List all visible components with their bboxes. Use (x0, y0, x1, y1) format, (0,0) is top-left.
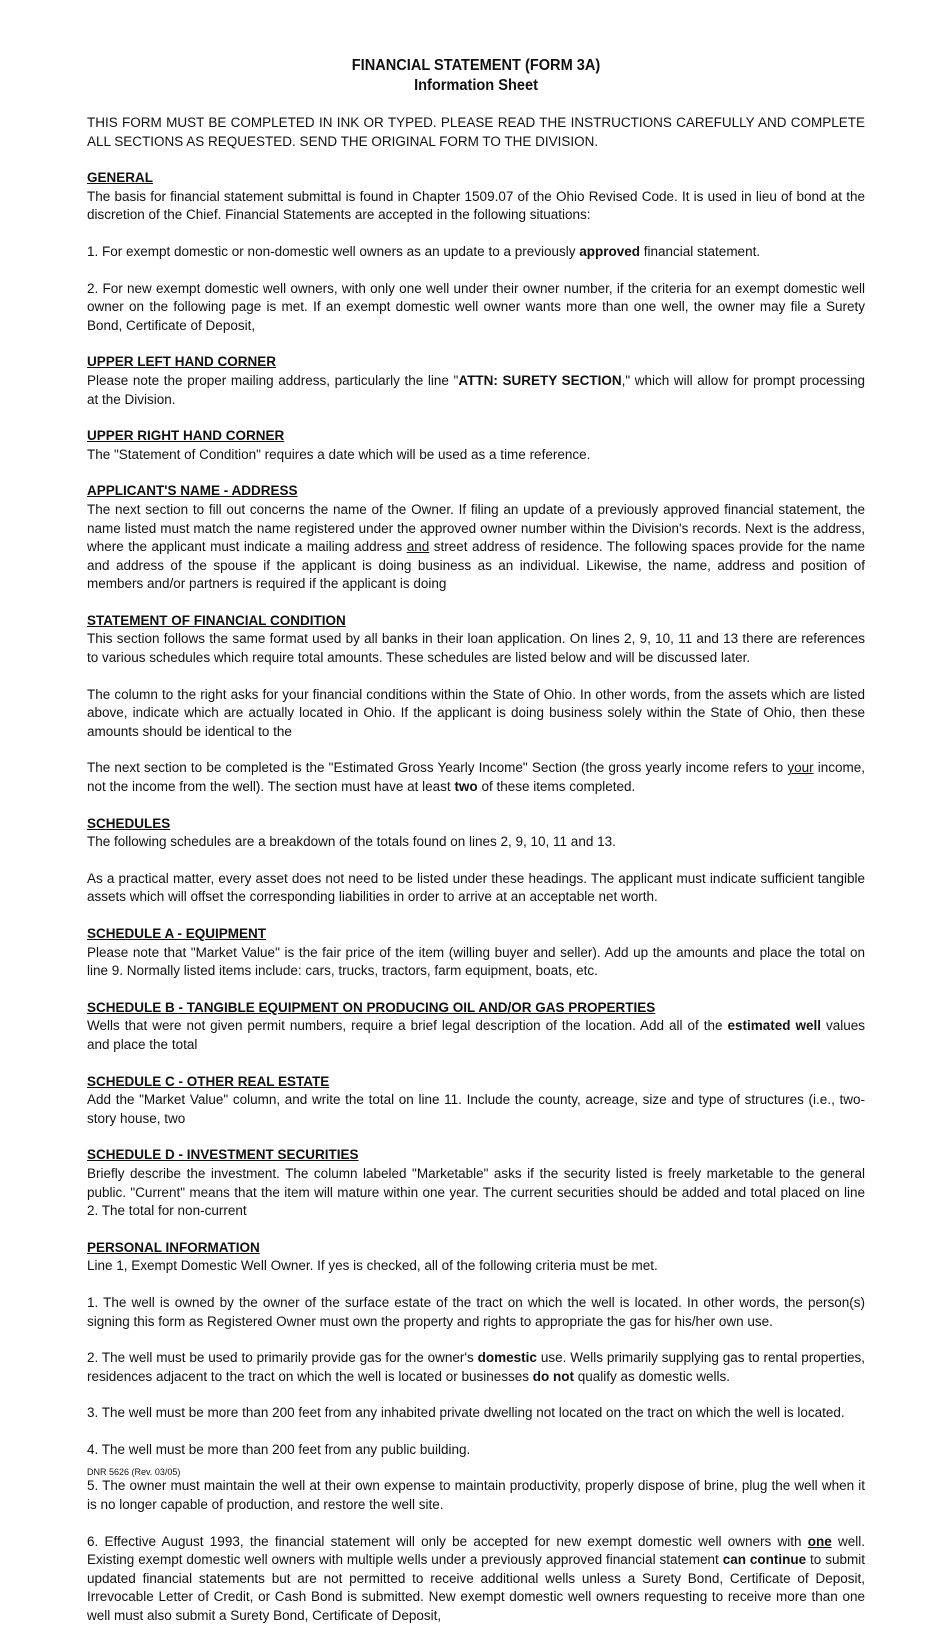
criteria-item-6: 6. Effective August 1993, the financial statement will only be accepted for new exempt domestic well owners with one well. Existing exempt domestic well owners with multiple wells under a previously approved financial statement can continue to submit updated financial statements but are not permitted to receive additional wells unless a Surety Bond, Certificate of Deposit, Irrevocable Letter of Credit, or Cash Bond is submitted. New exempt domestic well owners requesting to receive more than one well must also submit a Surety Bond, Certificate of Deposit, (87, 1533, 866, 1624)
form-number: DNR 5626 (Rev. 03/05) (87, 1467, 181, 1477)
section-heading-schedule-b: SCHEDULE B - TANGIBLE EQUIPMENT ON PRODUCING OIL AND/OR GAS PROPERTIES (87, 999, 656, 1015)
applicant-paragraph: The next section to fill out concerns the name of the Owner. If filing an update of a previously approved financial statement, the name listed must match the name registered under the approved owner number within the Division's records. Next is the address, where the applicant must indicate a mailing address and street address of residence. The following spaces provide for the name and address of the spouse if the applicant is doing business as an individual. Likewise, the name, address and position of members and/or partners is required if the applicant is doing (87, 501, 865, 592)
financial-condition-paragraph-3: The next section to be completed is the "Estimated Gross Yearly Income" Section (the gross yearly income refers to your income, not the income from the well). The section must have at least two of these items completed. (87, 760, 865, 795)
general-item-1: 1. For exempt domestic or non-domestic well owners as an update to a previously approved financial statement. (87, 243, 761, 259)
personal-intro: Line 1, Exempt Domestic Well Owner. If yes is checked, all of the following criteria must be met. (87, 1258, 658, 1274)
section-heading-schedule-c: SCHEDULE C - OTHER REAL ESTATE (87, 1073, 330, 1089)
section-heading-applicant: APPLICANT'S NAME - ADDRESS (87, 483, 298, 499)
document-title: FINANCIAL STATEMENT (FORM 3A) (351, 57, 601, 74)
schedules-paragraph-2: As a practical matter, every asset does not need to be listed under these headings. The applicant must indicate sufficient tangible assets which will offset the corresponding liabilities in order to arrive at an acceptable net worth. (87, 870, 865, 905)
criteria-item-3: 3. The well must be more than 200 feet from any inhabited private dwelling not located on the tract on which the well is located. (87, 1405, 845, 1421)
criteria-item-1: 1. The well is owned by the owner of the surface estate of the tract on which the well is located. In other words, the person(s) signing this form as Registered Owner must own the property and rights to appropriate the gas for his/her own use. (87, 1294, 865, 1329)
section-heading-schedules: SCHEDULES (87, 815, 171, 831)
criteria-item-2: 2. The well must be used to primarily provide gas for the owner's domestic use. Wells primarily supplying gas to rental properties, residences adjacent to the tract on which the well is located or businesses do not qualify as domestic wells. (87, 1350, 865, 1384)
intro-notice: THIS FORM MUST BE COMPLETED IN INK OR TYPED. PLEASE READ THE INSTRUCTIONS CAREFULLY AND COMPLETE ALL SECTIONS AS REQUESTED. SEND THE ORIGINAL FORM TO THE DIVISION. (87, 115, 865, 149)
section-heading-financial-condition: STATEMENT OF FINANCIAL CONDITION (87, 612, 346, 628)
financial-condition-paragraph-2: The column to the right asks for your financial conditions within the State of Ohio. In other words, from the assets which are listed above, indicate which are actually located in Ohio. If the applicant is doing business solely within the State of Ohio, then these amounts should be identical to the (87, 686, 865, 739)
section-heading-upper-right: UPPER RIGHT HAND CORNER (87, 428, 285, 444)
schedule-d-paragraph: Briefly describe the investment. The column labeled "Marketable" asks if the security listed is freely marketable to the general public. "Current" means that the item will mature within one year. The current securities should be added and total placed on line 2. The total for non-current (87, 1165, 865, 1219)
upper-left-paragraph: Please note the proper mailing address, particularly the line "ATTN: SURETY SECTION," which will allow for prompt processing at the Division. (87, 372, 865, 407)
document-page (87, 56, 865, 1626)
general-item-2: 2. For new exempt domestic well owners, with only one well under their owner number, if the criteria for an exempt domestic well owner on the following page is met. If an exempt domestic well owner wants more than one well, the owner may file a Surety Bond, Certificate of Deposit, (87, 280, 865, 333)
section-heading-schedule-a: SCHEDULE A - EQUIPMENT (87, 926, 267, 941)
criteria-item-5: 5. The owner must maintain the well at their own expense to maintain productivity, properly dispose of brine, plug the well when it is no longer capable of production, and restore the well site. (87, 1478, 865, 1513)
document-subtitle: Information Sheet (414, 77, 538, 94)
financial-condition-paragraph-1: This section follows the same format used by all banks in their loan application. On lines 2, 9, 10, 11 and 13 there are references to various schedules which require total amounts. These schedules are listed below and will be discussed later. (87, 631, 865, 666)
schedule-a-paragraph: Please note that "Market Value" is the fair price of the item (willing buyer and seller). Add up the amounts and place the total on line 9. Normally listed items include: cars, trucks, tractors, farm equipment, boats, etc. (87, 944, 865, 979)
upper-right-paragraph: The "Statement of Condition" requires a date which will be used as a time reference. (87, 446, 591, 462)
section-heading-upper-left: UPPER LEFT HAND CORNER (87, 354, 277, 370)
schedule-b-paragraph: Wells that were not given permit numbers, require a brief legal description of the location. Add all of the estimated well values and place the total (87, 1018, 865, 1052)
general-paragraph: The basis for financial statement submittal is found in Chapter 1509.07 of the Ohio Revised Code. It is used in lieu of bond at the discretion of the Chief. Financial Statements are accepted in the following situations: (87, 188, 865, 223)
section-heading-personal-information: PERSONAL INFORMATION (87, 1239, 260, 1255)
section-heading-general: GENERAL (87, 170, 154, 186)
section-heading-schedule-d: SCHEDULE D - INVESTMENT SECURITIES (87, 1147, 359, 1163)
schedules-paragraph-1: The following schedules are a breakdown of the totals found on lines 2, 9, 10, 11 and 13. (87, 834, 616, 850)
criteria-item-4: 4. The well must be more than 200 feet from any public building. (87, 1441, 471, 1457)
schedule-c-paragraph: Add the "Market Value" column, and write the total on line 11. Include the county, acreage, size and type of structures (i.e., two-story house, two (87, 1092, 865, 1126)
